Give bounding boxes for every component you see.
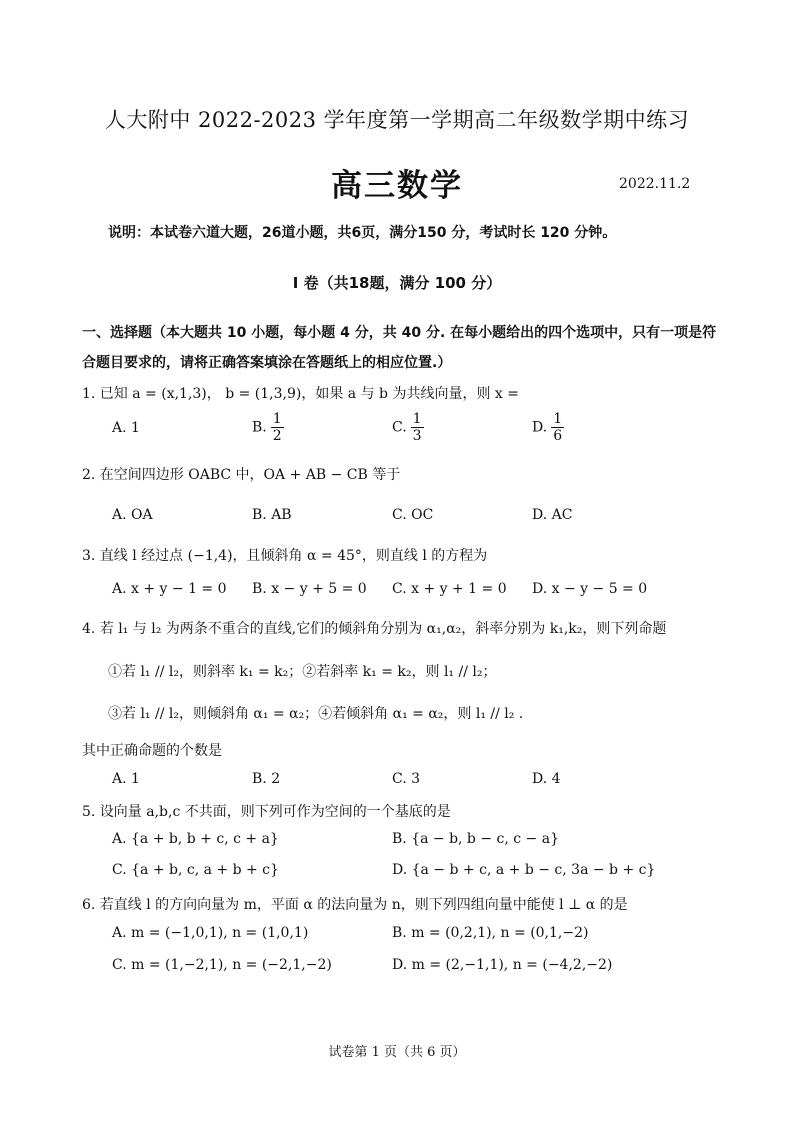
question-5-option-c: C. {a + b, c, a + b + c}	[112, 862, 279, 878]
question-6-option-a: A. m = (−1,0,1), n = (1,0,1)	[112, 925, 309, 941]
question-4-stem: 4. 若 l₁ 与 l₂ 为两条不重合的直线,它们的倾斜角分别为 α₁,α₂，斜率分别为 k₁,k₂，则下列命题	[82, 621, 667, 637]
question-5-option-d: D. {a − b + c, a + b − c, 3a − b + c}	[392, 862, 656, 878]
question-6-option-c: C. m = (1,−2,1), n = (−2,1,−2)	[112, 957, 332, 973]
question-4-statements-1-2: ①若 l₁ // l₂，则斜率 k₁ = k₂；②若斜率 k₁ = k₂，则 l₁ // l₂；	[108, 664, 497, 680]
exam-date: 2022.11.2	[619, 176, 691, 192]
question-3-option-c: C. x + y + 1 = 0	[392, 581, 507, 597]
option-b-label: B.	[252, 419, 267, 436]
option-c-label: C.	[392, 419, 407, 436]
question-5-stem: 5. 设向量 a,b,c 不共面，则下列可作为空间的一个基底的是	[82, 804, 451, 820]
question-1-option-c	[392, 411, 424, 444]
question-6-option-b: B. m = (0,2,1), n = (0,1,−2)	[392, 925, 589, 941]
question-4-option-c: C. 3	[392, 771, 421, 787]
fraction	[551, 411, 564, 444]
question-1-option-d	[532, 411, 564, 444]
numerator: 1	[272, 411, 282, 427]
question-4-statements-3-4: ③若 l₁ // l₂，则倾斜角 α₁ = α₂；④若倾斜角 α₁ = α₂，则 l₁ // l₂ .	[108, 706, 524, 722]
question-4-option-b: B. 2	[252, 771, 281, 787]
exam-school-title: 人大附中 2022-2023 学年度第一学期高二年级数学期中练习	[104, 108, 690, 132]
fraction	[411, 411, 424, 444]
exam-instructions: 说明：本试卷六道大题，26道小题，共6页，满分150 分，考试时长 120 分钟。	[108, 225, 617, 241]
question-2-option-c: C. OC	[392, 507, 434, 523]
question-4-ask: 其中正确命题的个数是	[82, 743, 222, 759]
question-3-option-d: D. x − y − 5 = 0	[532, 581, 648, 597]
question-4-option-d: D. 4	[532, 771, 561, 787]
denominator: 3	[412, 428, 422, 444]
question-3-option-a: A. x + y − 1 = 0	[112, 581, 227, 597]
question-1-stem: 1. 已知 a = (x,1,3)， b = (1,3,9)，如果 a 与 b 为共线向量，则 x =	[82, 386, 519, 402]
question-2-option-b: B. AB	[252, 507, 292, 523]
subject-title: 高三数学	[331, 168, 463, 204]
part-title: I 卷（共18题，满分 100 分）	[292, 274, 502, 292]
question-5-option-b: B. {a − b, b − c, c − a}	[392, 831, 559, 847]
section-heading-line2: 合题目要求的，请将正确答案填涂在答题纸上的相应位置.）	[82, 355, 452, 371]
denominator: 2	[272, 428, 282, 444]
fraction	[271, 411, 284, 444]
question-1-option-a: A. 1	[112, 420, 140, 436]
question-2-option-d: D. AC	[532, 507, 573, 523]
numerator: 1	[412, 411, 422, 427]
question-3-option-b: B. x − y + 5 = 0	[252, 581, 367, 597]
question-3-stem: 3. 直线 l 经过点 (−1,4)，且倾斜角 α = 45°，则直线 l 的方程为	[82, 548, 488, 564]
option-d-label: D.	[532, 419, 548, 436]
question-4-option-a: A. 1	[112, 771, 140, 787]
question-6-option-d: D. m = (2,−1,1), n = (−4,2,−2)	[392, 957, 613, 973]
denominator: 6	[553, 428, 563, 444]
section-heading-line1: 一、选择题（本大题共 10 小题，每小题 4 分，共 40 分. 在每小题给出的四个选项中，只有一项是符	[82, 325, 717, 341]
question-6-stem: 6. 若直线 l 的方向向量为 m，平面 α 的法向量为 n，则下列四组向量中能使 l ⊥ α 的是	[82, 897, 628, 913]
question-5-option-a: A. {a + b, b + c, c + a}	[112, 831, 279, 847]
question-2-stem: 2. 在空间四边形 OABC 中，OA + AB − CB 等于	[82, 467, 401, 483]
numerator: 1	[553, 411, 563, 427]
question-2-option-a: A. OA	[112, 507, 153, 523]
page-footer: 试卷第 1 页（共 6 页）	[328, 1045, 466, 1060]
question-1-option-b	[252, 411, 284, 444]
